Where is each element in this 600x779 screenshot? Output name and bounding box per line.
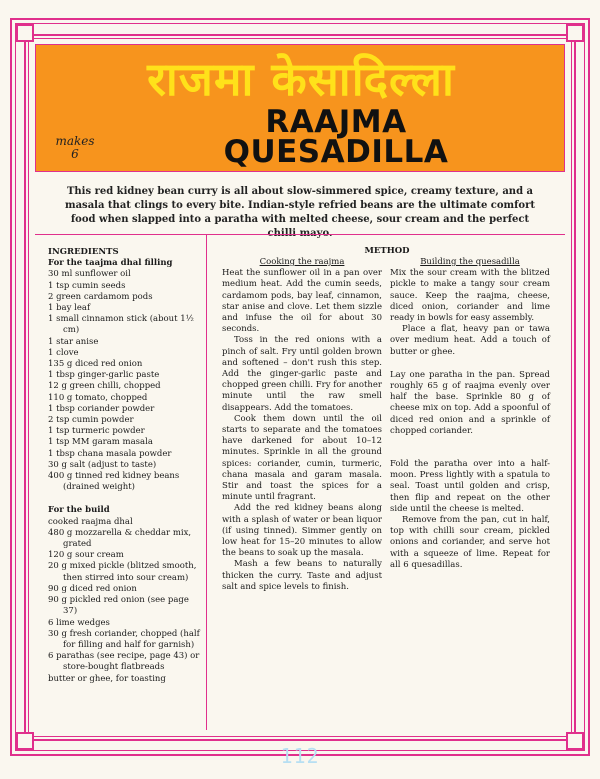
ingredient-item: 1 tbsp coriander powder (48, 403, 155, 414)
ingredient-item: 1 tsp cumin seeds (48, 280, 126, 291)
method-step: Place a flat, heavy pan or tawa over medium heat. Add a touch of butter or ghee. (390, 324, 550, 357)
method-column-cooking (222, 257, 382, 593)
column-divider (206, 234, 207, 730)
ingredient-item: 6 lime wedges (48, 617, 110, 628)
ingredient-item: 30 g salt (adjust to taste) (48, 459, 157, 470)
method-subheading: Cooking the raajma (259, 257, 345, 267)
ingredient-item: 400 g tinned red kidney beans (drained weight) (48, 471, 180, 493)
ingredients-column (48, 247, 202, 685)
ingredient-item: 6 parathas (see recipe, page 43) or store-bought flatbreads (48, 651, 200, 673)
ingredients-heading: INGREDIENTS (48, 247, 119, 257)
ingredient-item: 1 star anise (48, 336, 99, 347)
method-subheading: Building the quesadilla (420, 257, 520, 267)
ingredient-item: 120 g sour cream (48, 550, 124, 561)
method-step: Add the red kidney beans along with a splash of water or bean liquor (if using tinned). Simmer gently on low heat for 15–20 minutes to allow the beans to soak up the masala. (222, 503, 382, 559)
ingredient-item: 1 tsp MM garam masala (48, 437, 153, 448)
ingredient-item: 2 green cardamom pods (48, 291, 153, 302)
ingredient-item: 1 clove (48, 347, 79, 358)
method-step: Mix the sour cream with the blitzed pickle to make a tangy sour cream sauce. Keep the raajma, cheese, diced onion, coriander and lime ready in bowls for easy assembly. (390, 268, 550, 324)
ingredient-item: 90 g diced red onion (48, 583, 137, 594)
recipe-header-banner (35, 44, 565, 172)
recipe-title-line2: QUESADILLA (223, 134, 449, 170)
method-step: Mash a few beans to naturally thicken the curry. Taste and adjust salt and spice levels to finish. (222, 559, 382, 592)
spacer (48, 493, 202, 505)
ingredient-item: 2 tsp cumin powder (48, 415, 134, 426)
ingredients-group-heading: For the build (48, 505, 110, 516)
corner-ornament-top-right (566, 24, 584, 42)
recipe-title (206, 104, 466, 170)
ingredient-item: cooked raajma dhal (48, 516, 133, 527)
method-heading: METHOD (364, 246, 410, 256)
section-divider (35, 234, 565, 235)
ingredients-list-filling (48, 269, 202, 493)
ingredient-item: 1 tbsp ginger-garlic paste (48, 370, 160, 381)
ingredients-group-heading: For the taajma dhal filling (48, 258, 173, 269)
servings-note (50, 135, 100, 161)
method-step: Cook them down until the oil starts to separate and the tomatoes have darkened for about 10–12 minutes. Sprinkle in all the ground spices: coriander, cumin, turmeric, chana masala and garam masala. Stir and toast the spices for a minute until fragrant. (222, 413, 382, 503)
ingredient-item: 20 g mixed pickle (blitzed smooth, then stirred into sour cream) (48, 561, 197, 583)
spacer (390, 437, 550, 459)
method-step: Toss in the red onions with a pinch of salt. Fry until golden brown and softened – don't rush this step. Add the ginger-garlic paste and chopped green chilli. Fry for another minute until the raw smell disappears. Add the tomatoes. (222, 335, 382, 413)
ingredient-item: 30 g fresh coriander, chopped (half for filling and half for garnish) (48, 628, 200, 650)
ingredient-item: 1 tsp turmeric powder (48, 426, 145, 437)
hindi-title: राजमा केसादिल्ला (147, 52, 455, 106)
ingredient-item: 90 g pickled red onion (see page 37) (48, 595, 189, 617)
corner-ornament-bottom-right (566, 732, 584, 750)
ingredient-item: 1 small cinnamon stick (about 1½ cm) (48, 314, 194, 336)
spacer (390, 358, 550, 370)
ingredient-item: 12 g green chilli, chopped (48, 381, 161, 392)
ingredient-item: 480 g mozzarella & cheddar mix, grated (48, 527, 192, 550)
ingredient-item: 135 g diced red onion (48, 359, 143, 370)
corner-ornament-top-left (16, 24, 34, 42)
ingredient-item: 1 tbsp chana masala powder (48, 448, 172, 459)
method-step: Remove from the pan, cut in half, top with chilli sour cream, pickled onions and coriander, and serve hot with a squeeze of lime. Repeat for all 6 quesadillas. (390, 515, 550, 570)
makes-label: makes (55, 134, 95, 148)
method-step: Lay one paratha in the pan. Spread roughly 65 g of raajma evenly over half the base. Sprinkle 80 g of cheese mix on top. Add a spoonful of diced red onion and a sprinkle of chopped coriander. (390, 369, 550, 436)
method-column-building (390, 257, 550, 571)
ingredient-item: 30 ml sunflower oil (48, 269, 131, 280)
page-number: 112 (280, 744, 320, 768)
method-step: Fold the paratha over into a half-moon. Press lightly with a spatula to seal. Toast until golden and crisp, then flip and repeat on the other side until the cheese is melted. (390, 459, 550, 514)
makes-value: 6 (71, 147, 79, 161)
method-step: Heat the sunflower oil in a pan over medium heat. Add the cumin seeds, cardamom pods, bay leaf, cinnamon, star anise and clove. Let them sizzle and infuse the oil for about 30 seconds. (222, 268, 382, 335)
recipe-title-line1: RAAJMA (265, 104, 407, 140)
recipe-intro: This red kidney bean curry is all about slow-simmered spice, creamy texture, and a masala that clings to every bite. Indian-style refried beans are the ultimate comfort food when slapped into a paratha with melted cheese, sour cream and the perfect chilli mayo. (65, 186, 535, 239)
corner-ornament-bottom-left (16, 732, 34, 750)
ingredient-item: butter or ghee, for toasting (48, 673, 166, 684)
ingredient-item: 110 g tomato, chopped (48, 392, 148, 403)
ingredients-list-build (48, 517, 202, 685)
ingredient-item: 1 bay leaf (48, 303, 91, 314)
